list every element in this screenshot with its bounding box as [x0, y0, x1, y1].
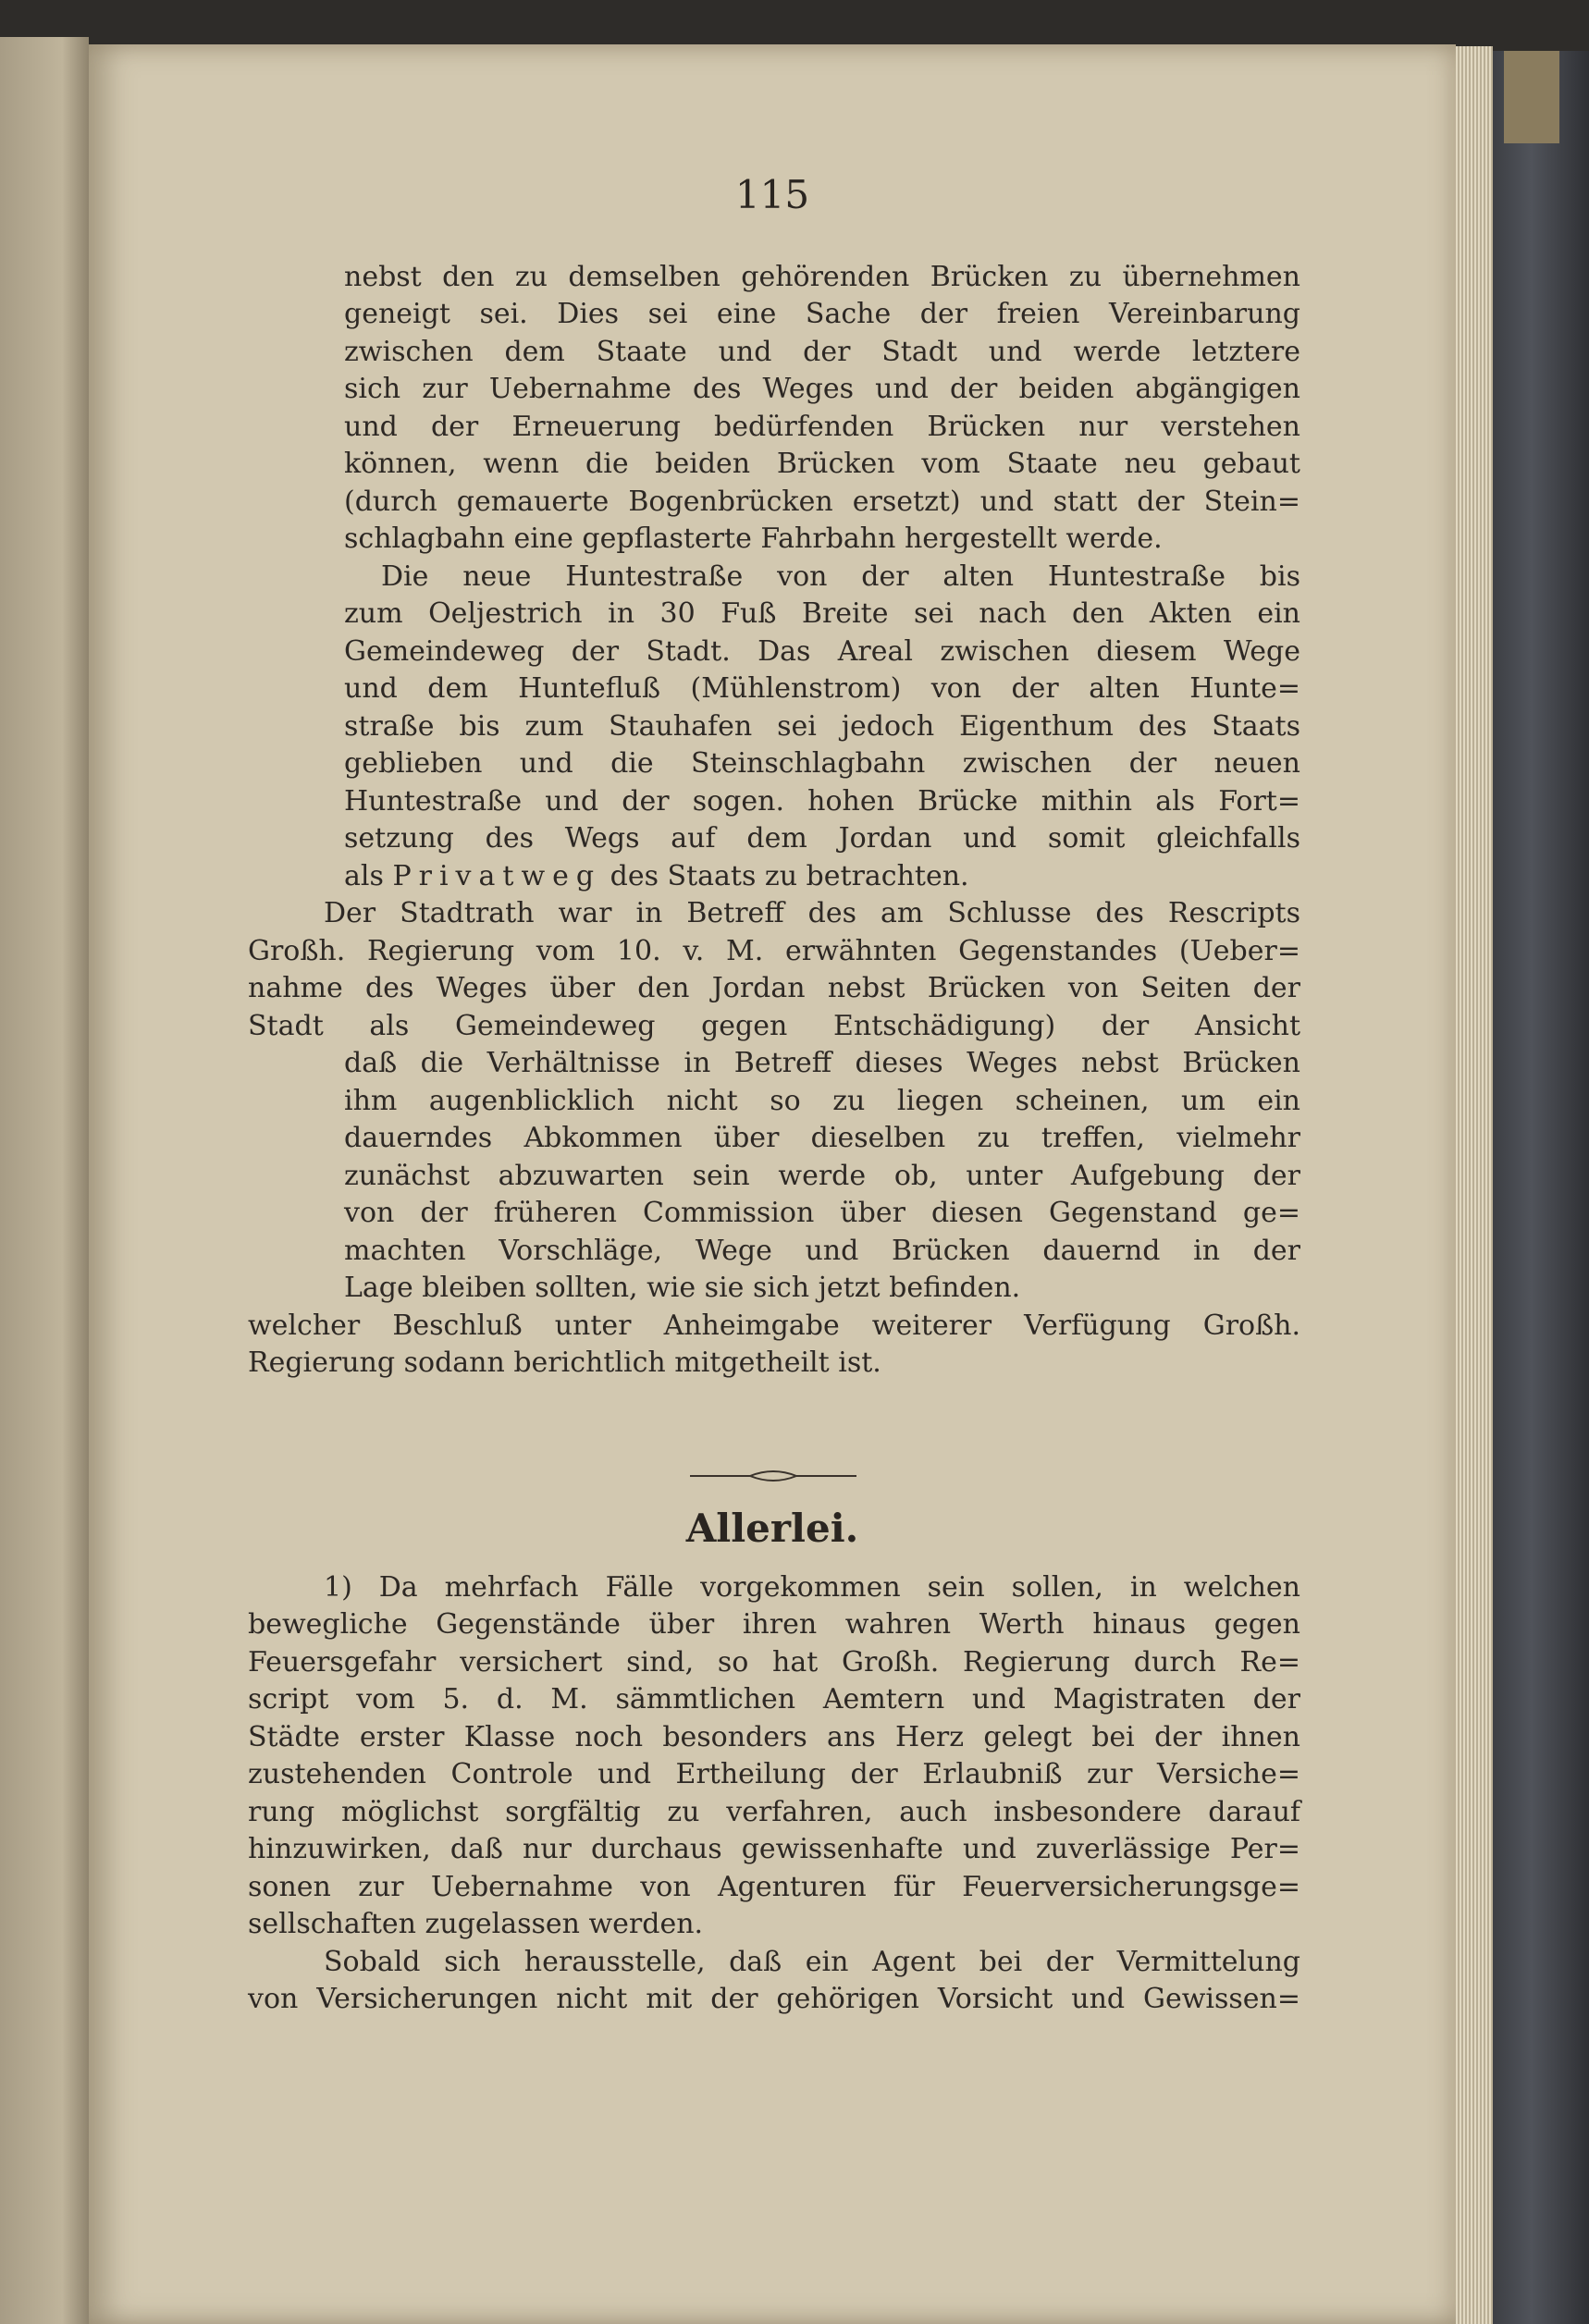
- text-line: Sobald sich herausstelle, daß ein Agent bei der Vermittelung: [324, 1946, 1300, 1978]
- text-line: und der Erneuerung bedürfenden Brücken nur verstehen: [344, 411, 1300, 443]
- text-line: Der Stadtrath war in Betreff des am Schlusse des Rescripts: [324, 897, 1300, 929]
- text-line: straße bis zum Stauhafen sei jedoch Eigenthum des Staats: [344, 710, 1300, 743]
- text-line: zwischen dem Staate und der Stadt und werde letztere: [344, 336, 1300, 368]
- facing-page-edge: [0, 37, 89, 2324]
- text-line: daß die Verhältnisse in Betreff dieses Weges nebst Brücken: [344, 1047, 1300, 1079]
- text-line: Die neue Huntestraße von der alten Huntestraße bis: [381, 560, 1300, 593]
- text-line: nebst den zu demselben gehörenden Brücken zu übernehmen: [344, 261, 1300, 293]
- text-line: sich zur Uebernahme des Weges und der beiden abgängigen: [344, 373, 1300, 405]
- text-line: von der früheren Commission über diesen Gegenstand ge=: [344, 1197, 1300, 1229]
- text-line: bewegliche Gegenstände über ihren wahren Werth hinaus gegen: [248, 1608, 1300, 1641]
- text-line: und dem Huntefluß (Mühlenstrom) von der alten Hunte=: [344, 672, 1300, 705]
- book-page: [89, 44, 1456, 2324]
- text-line: von Versicherungen nicht mit der gehörigen Vorsicht und Gewissen=: [248, 1983, 1300, 2015]
- text-line: nahme des Weges über den Jordan nebst Brücken von Seiten der: [248, 972, 1300, 1004]
- emphasized-text: Privatweg: [392, 860, 602, 892]
- text-segment: des Staats zu betrachten.: [610, 860, 969, 892]
- text-line: geneigt sei. Dies sei eine Sache der freien Vereinbarung: [344, 298, 1300, 330]
- page-edges: [1456, 46, 1493, 2324]
- text-line: setzung des Wegs auf dem Jordan und somit gleichfalls: [344, 822, 1300, 855]
- text-line: Feuersgefahr versichert sind, so hat Großh. Regierung durch Re=: [248, 1646, 1300, 1678]
- text-line: Großh. Regierung vom 10. v. M. erwähnten Gegenstandes (Ueber=: [248, 935, 1300, 967]
- section-heading: Allerlei.: [685, 1506, 859, 1551]
- text-line: rung möglichst sorgfältig zu verfahren, auch insbesondere darauf: [248, 1796, 1300, 1828]
- text-line: dauerndes Abkommen über dieselben zu treffen, vielmehr: [344, 1122, 1300, 1154]
- text-line: können, wenn die beiden Brücken vom Staate neu gebaut: [344, 448, 1300, 480]
- text-line: geblieben und die Steinschlagbahn zwischen der neuen: [344, 747, 1300, 780]
- book-cover: [1493, 51, 1589, 2324]
- text-line: zum Oeljestrich in 30 Fuß Breite sei nach den Akten ein: [344, 597, 1300, 630]
- text-line: machten Vorschläge, Wege und Brücken dauernd in der: [344, 1235, 1300, 1267]
- text-line: zustehenden Controle und Ertheilung der Erlaubniß zur Versiche=: [248, 1758, 1300, 1790]
- text-line: Huntestraße und der sogen. hohen Brücke mithin als Fort=: [344, 785, 1300, 818]
- text-line: schlagbahn eine gepflasterte Fahrbahn hergestellt werde.: [344, 523, 1163, 555]
- text-line: zunächst abzuwarten sein werde ob, unter Aufgebung der: [344, 1160, 1300, 1192]
- text-line: Gemeindeweg der Stadt. Das Areal zwischen diesem Wege: [344, 635, 1300, 668]
- ornamental-divider: [681, 1467, 866, 1485]
- text-line: welcher Beschluß unter Anheimgabe weiterer Verfügung Großh.: [248, 1310, 1300, 1342]
- text-line: Regierung sodann berichtlich mitgetheilt ist.: [248, 1346, 881, 1379]
- text-line: [344, 859, 1300, 894]
- cover-label: [1504, 51, 1559, 143]
- text-line: sellschaften zugelassen werden.: [248, 1908, 704, 1940]
- text-segment: als: [344, 860, 384, 892]
- text-line: hinzuwirken, daß nur durchaus gewissenhafte und zuverlässige Per=: [248, 1833, 1300, 1865]
- text-line: (durch gemauerte Bogenbrücken ersetzt) und statt der Stein=: [344, 486, 1300, 518]
- text-line: script vom 5. d. M. sämmtlichen Aemtern und Magistraten der: [248, 1683, 1300, 1715]
- text-line: Städte erster Klasse noch besonders ans Herz gelegt bei der ihnen: [248, 1721, 1300, 1753]
- page-number: 115: [734, 172, 810, 217]
- text-line: Stadt als Gemeindeweg gegen Entschädigung) der Ansicht: [248, 1010, 1300, 1042]
- text-line: sonen zur Uebernahme von Agenturen für Feuerversicherungsge=: [248, 1871, 1300, 1903]
- text-line: ihm augenblicklich nicht so zu liegen scheinen, um ein: [344, 1085, 1300, 1117]
- text-line: Lage bleiben sollten, wie sie sich jetzt befinden.: [344, 1272, 1021, 1304]
- text-line: 1) Da mehrfach Fälle vorgekommen sein sollen, in welchen: [324, 1571, 1300, 1604]
